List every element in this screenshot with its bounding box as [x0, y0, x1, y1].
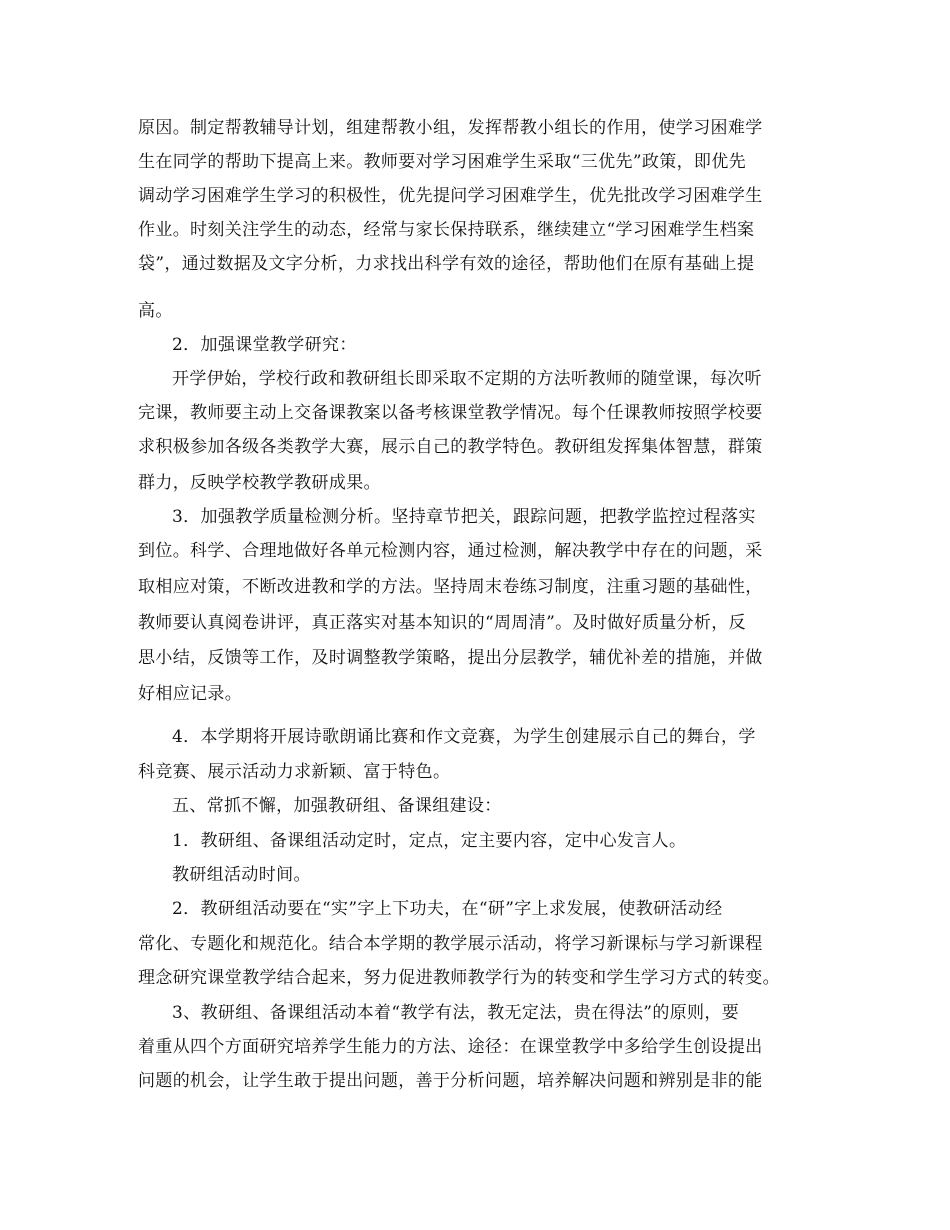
text-line: 教研组活动时间。	[172, 865, 311, 885]
text-line: 教师要认真阅卷讲评，真正落实对基本知识的“周周清”。及时做好质量分析，反	[138, 613, 746, 633]
text-line: 高。	[138, 301, 173, 321]
text-line: 常化、专题化和规范化。结合本学期的教学展示活动，将学习新课标与学习新课程	[138, 934, 763, 954]
text-line: 好相应记录。	[138, 684, 243, 704]
text-line: 开学伊始，学校行政和教研组长即采取不定期的方法听教师的随堂课，每次听	[172, 369, 762, 389]
text-line: 思小结，反馈等工作，及时调整教学策略，提出分层教学，辅优补差的措施，并做	[138, 648, 763, 668]
text-line: 调动学习困难学生学习的积极性，优先提问学习困难学生，优先批改学习困难学生	[138, 186, 763, 206]
text-line: 作业。时刻关注学生的动态，经常与家长保持联系，继续建立“学习困难学生档案	[138, 220, 755, 240]
text-line: 科竞赛、展示活动力求新颖、富于特色。	[138, 762, 451, 782]
text-line: 到位。科学、合理地做好各单元检测内容，通过检测，解决教学中存在的问题，采	[138, 541, 763, 561]
section-heading: 2．加强课堂教学研究：	[172, 335, 357, 355]
text-line: 完课，教师要主动上交备课教案以备考核课堂教学情况。每个任课教师按照学校要	[138, 403, 763, 423]
text-line: 2．教研组活动要在“实”字上下功夫，在“研”字上求发展，使教研活动经	[172, 899, 723, 919]
text-line: 群力，反映学校教学教研成果。	[138, 473, 381, 493]
text-line: 取相应对策，不断改进教和学的方法。坚持周末卷练习制度，注重习题的基础性，	[138, 577, 763, 597]
text-line: 理念研究课堂教学结合起来，努力促进教师教学行为的转变和学生学习方式的转变。	[138, 968, 780, 988]
text-line: 着重从四个方面研究培养学生能力的方法、途径：在课堂教学中多给学生创设提出	[138, 1037, 763, 1057]
section-heading: 五、常抓不懈，加强教研组、备课组建设：	[172, 796, 502, 816]
text-line: 3．加强教学质量检测分析。坚持章节把关，跟踪问题，把教学监控过程落实	[172, 507, 756, 527]
text-line: 1．教研组、备课组活动定时，定点，定主要内容，定中心发言人。	[172, 831, 687, 851]
text-line: 求积极参加各级各类教学大赛，展示自己的教学特色。教研组发挥集体智慧，群策	[138, 437, 763, 457]
text-line: 袋”，通过数据及文字分析，力求找出科学有效的途径，帮助他们在原有基础上提	[138, 254, 755, 274]
text-line: 4．本学期将开展诗歌朗诵比赛和作文竞赛，为学生创建展示自己的舞台，学	[172, 727, 756, 747]
text-line: 问题的机会，让学生敢于提出问题，善于分析问题，培养解决问题和辨别是非的能	[138, 1071, 763, 1091]
text-line: 原因。制定帮教辅导计划，组建帮教小组，发挥帮教小组长的作用，使学习困难学	[138, 118, 763, 138]
text-line: 3、教研组、备课组活动本着“教学有法，教无定法，贵在得法”的原则，要	[172, 1003, 740, 1023]
text-line: 生在同学的帮助下提高上来。教师要对学习困难学生采取“三优先”政策，即优先	[138, 152, 746, 172]
